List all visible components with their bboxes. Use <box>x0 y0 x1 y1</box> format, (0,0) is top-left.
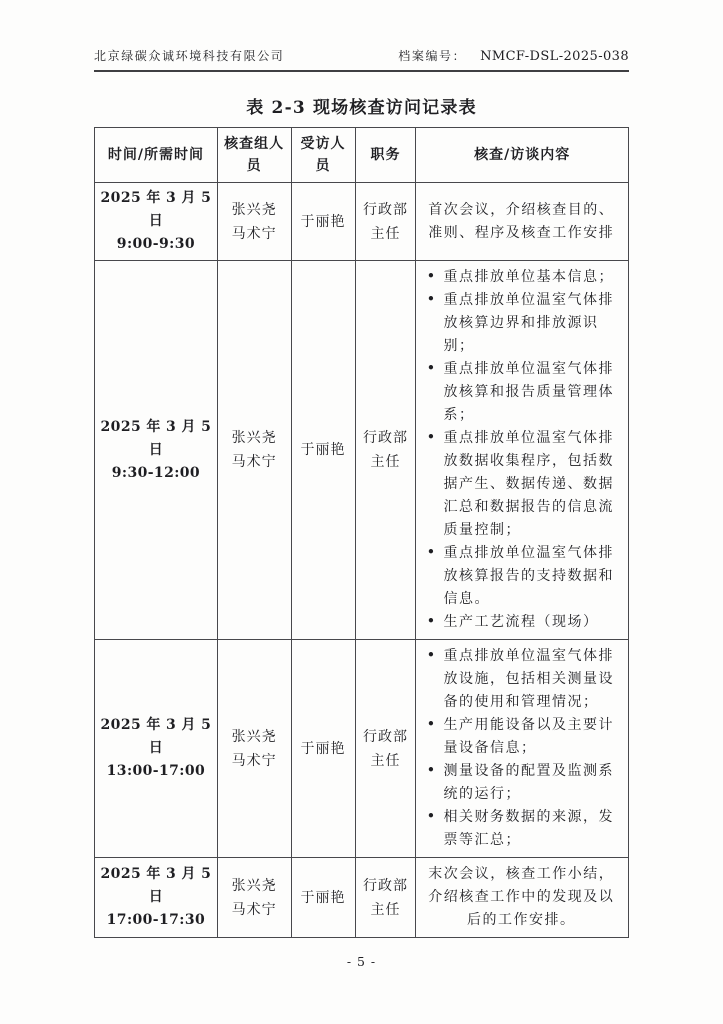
cell-verifiers <box>217 858 291 938</box>
content-bullet-item <box>424 427 618 542</box>
verifier-name: 马术宁 <box>231 454 277 470</box>
bullet-marker-icon: • <box>426 612 437 630</box>
cell-content <box>416 858 629 938</box>
verifier-name: 马术宁 <box>231 901 277 918</box>
bullet-text: 重点排放单位基本信息； <box>443 269 614 285</box>
cell-position: 行政部主任 <box>355 261 416 640</box>
cell-verifiers <box>217 261 291 640</box>
cell-content <box>416 261 629 640</box>
verifier-name: 马术宁 <box>231 752 277 769</box>
cell-time <box>95 261 218 640</box>
content-text: 末次会议，核查工作小结，介绍核查工作中的发现及以后的工作安排。 <box>428 866 615 928</box>
bullet-marker-icon: • <box>426 807 437 825</box>
column-header-content: 核查/访谈内容 <box>416 128 629 183</box>
table-header-row <box>95 128 629 183</box>
time-range: 17:00-17:30 <box>106 912 206 928</box>
archive-number-value: NMCF-DSL-2025-038 <box>480 49 629 64</box>
content-bullets <box>424 645 618 852</box>
content-bullet-item <box>424 760 618 806</box>
cell-time <box>95 640 218 858</box>
content-bullets <box>424 266 618 634</box>
bullet-text: 生产用能设备以及主要计量设备信息； <box>443 717 614 756</box>
verifier-name: 张兴尧 <box>231 201 277 218</box>
cell-verifiers <box>217 183 291 261</box>
running-header <box>94 47 629 72</box>
bullet-text: 重点排放单位温室气体排放核算边界和排放源识别； <box>443 292 614 354</box>
column-header-position: 职务 <box>355 128 416 183</box>
verifier-name: 张兴尧 <box>231 430 277 446</box>
bullet-text: 重点排放单位温室气体排放数据收集程序，包括数据产生、数据传递、数据汇总和数据报告的信息流质量控制； <box>443 430 614 538</box>
time-range: 9:30-12:00 <box>111 464 201 481</box>
archive-number-label: 档案编号： <box>398 49 467 63</box>
bullet-marker-icon: • <box>426 761 437 779</box>
cell-interviewee: 于丽艳 <box>291 261 355 640</box>
table-row <box>95 640 629 858</box>
time-range: 13:00-17:00 <box>106 763 206 779</box>
content-bullet-item <box>424 645 618 714</box>
content-bullet-item <box>424 806 618 852</box>
page-content <box>94 0 629 969</box>
bullet-marker-icon: • <box>426 428 437 446</box>
content-bullet-item <box>424 611 618 634</box>
cell-interviewee: 于丽艳 <box>291 858 355 938</box>
bullet-text: 相关财务数据的来源，发票等汇总； <box>443 809 614 848</box>
cell-position: 行政部主任 <box>355 858 416 938</box>
bullet-marker-icon: • <box>426 646 437 664</box>
content-text: 首次会议，介绍核查目的、准则、程序及核查工作安排 <box>428 201 615 241</box>
verifier-name: 张兴尧 <box>231 877 277 894</box>
content-bullet-item <box>424 266 618 289</box>
page-number: - 5 - <box>346 954 377 969</box>
column-header-interviewee: 受访人员 <box>291 128 355 183</box>
bullet-text: 生产工艺流程（现场） <box>443 614 599 630</box>
table-row <box>95 183 629 261</box>
cell-position: 行政部主任 <box>355 640 416 858</box>
cell-content <box>416 183 629 261</box>
archive-number-group <box>398 47 629 64</box>
time-date: 2025 年 3 月 5 日 <box>100 717 212 756</box>
content-bullet-item <box>424 542 618 611</box>
bullet-marker-icon: • <box>426 359 437 377</box>
bullet-marker-icon: • <box>426 715 437 733</box>
table-title: 表 2-3 现场核查访问记录表 <box>246 98 477 118</box>
time-date: 2025 年 3 月 5 日 <box>100 418 212 458</box>
cell-position: 行政部主任 <box>355 183 416 261</box>
company-name: 北京绿碳众诚环境科技有限公司 <box>94 49 285 63</box>
cell-time <box>95 183 218 261</box>
bullet-marker-icon: • <box>426 267 437 285</box>
column-header-verifiers: 核查组人员 <box>217 128 291 183</box>
table-row <box>95 858 629 938</box>
time-date: 2025 年 3 月 5 日 <box>100 190 212 229</box>
verifier-name: 张兴尧 <box>231 728 277 745</box>
cell-verifiers <box>217 640 291 858</box>
cell-content <box>416 640 629 858</box>
cell-interviewee: 于丽艳 <box>291 640 355 858</box>
time-range: 9:00-9:30 <box>116 236 195 252</box>
column-header-time: 时间/所需时间 <box>95 128 218 183</box>
verifier-name: 马术宁 <box>231 225 277 242</box>
time-date: 2025 年 3 月 5 日 <box>100 866 212 905</box>
cell-interviewee: 于丽艳 <box>291 183 355 261</box>
bullet-text: 重点排放单位温室气体排放核算和报告质量管理体系； <box>443 361 614 423</box>
cell-time <box>95 858 218 938</box>
content-bullet-item <box>424 358 618 427</box>
bullet-text: 测量设备的配置及监测系统的运行； <box>443 763 614 802</box>
bullet-text: 重点排放单位温室气体排放核算报告的支持数据和信息。 <box>443 545 614 607</box>
visit-record-table <box>94 127 629 938</box>
bullet-marker-icon: • <box>426 290 437 308</box>
table-row <box>95 261 629 640</box>
bullet-text: 重点排放单位温室气体排放设施，包括相关测量设备的使用和管理情况； <box>443 648 614 710</box>
bullet-marker-icon: • <box>426 543 437 561</box>
content-bullet-item <box>424 289 618 358</box>
content-bullet-item <box>424 714 618 760</box>
